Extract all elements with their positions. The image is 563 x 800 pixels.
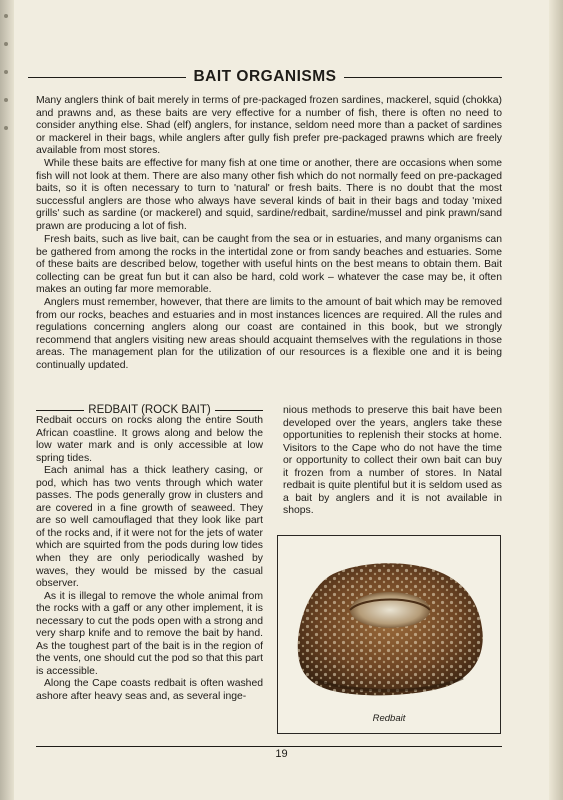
redbait-paragraph: Redbait occurs on rocks along the entire South African coastline. It grows along and below the low water mark and is only accessible at low spring tides.: [36, 415, 263, 464]
page-binding-edge: [0, 0, 14, 800]
intro-paragraph: Anglers must remember, however, that there are limits to the amount of bait which may be removed from our rocks, beaches and estuaries and in most instances licences are required. All the rules and regulations concerning anglers along our coast are contained in this book, but we strongly recommend that anglers visiting new areas should acquaint themselves with the regulations in those areas. The management plan for the utilization of our resources is a flexible one and it is being continually updated.: [36, 297, 502, 371]
redbait-paragraph: Along the Cape coasts redbait is often washed ashore after heavy seas and, as several inge-: [36, 678, 263, 703]
header-rule-right: [344, 77, 502, 78]
redbait-figure: [277, 535, 501, 734]
section-title: BAIT ORGANISMS: [193, 68, 337, 85]
redbait-paragraph: Each animal has a thick leathery casing, or pod, which has two vents through which water passes. The pods generally grow in clusters and are covered in a fine growth of seaweed. They are so well camouflaged that they look like part of the rocks and, if it were not for the jets of water which are squirted from the pods during low tides when they are only periodically washed by waves, they would be missed by the casual observer.: [36, 465, 263, 590]
page-right-edge: [549, 0, 563, 800]
page-number: 19: [275, 748, 288, 760]
intro-paragraph: Many anglers think of bait merely in terms of pre-packaged frozen sardines, mackerel, squid (chokka) and prawns and, as these baits are very effective for a number of fish, there is often no need to consider anything else. Shad (elf) anglers, for instance, seldom need more than a packet of sardines or mackerel in their bags, while anglers after gully fish prefer pre-packaged prawns which are freely available from most stores.: [36, 95, 502, 157]
redbait-illustration: [278, 536, 499, 711]
redbait-right-column: [283, 405, 502, 518]
section-header: [28, 64, 502, 90]
document-page: [14, 0, 549, 800]
redbait-title: REDBAIT (ROCK BAIT): [88, 404, 211, 416]
intro-paragraph: While these baits are effective for many fish at one time or another, there are occasions when some fish will not look at them. There are also many other fish which do not normally feed on pre-packaged baits, so it is often necessary to turn to 'natural' or fresh baits. There is no doubt that the most successful anglers are those who always have several kinds of bait in their bags and today 'mixed grills' such as sardine (or mackerel) and squid, sardine/redbait, sardine/mussel and pink prawn/sand prawn are producing a lot of fish.: [36, 158, 502, 232]
subheader-rule-right: [215, 410, 263, 411]
footer-rule: [36, 746, 502, 747]
intro-text: [36, 95, 502, 373]
header-rule-left: [28, 77, 186, 78]
redbait-left-column: [36, 415, 263, 704]
figure-caption: Redbait: [372, 713, 406, 724]
redbait-paragraph: As it is illegal to remove the whole animal from the rocks with a gaff or any other implement, it is necessary to cut the pods open with a strong and very sharp knife and to remove the bait by hand. As the toughest part of the bait is in the region of the vents, one should cut the pod so that this part is accessible.: [36, 590, 264, 677]
intro-paragraph: Fresh baits, such as live bait, can be caught from the sea or in estuaries, and many organisms can be gathered from among the rocks in the intertidal zone or from sandy beaches and estuaries. Some of these baits are described below, together with useful hints on the best means to obtain them. Bait collecting can be great fun but it can also be hard, cold work – whatever the case may be, it often makes an outing far more memorable.: [36, 234, 502, 296]
subheader-rule-left: [36, 410, 84, 411]
redbait-paragraph: nious methods to preserve this bait have been developed over the years, anglers take these opportunities to replenish their stocks at home. Visitors to the Cape who do not have the time or opportunity to collect their own bait can buy it frozen from a number of stores. In Natal redbait is quite plentiful but it is seldom used as a bait by anglers and it is not available in shops.: [283, 405, 502, 517]
